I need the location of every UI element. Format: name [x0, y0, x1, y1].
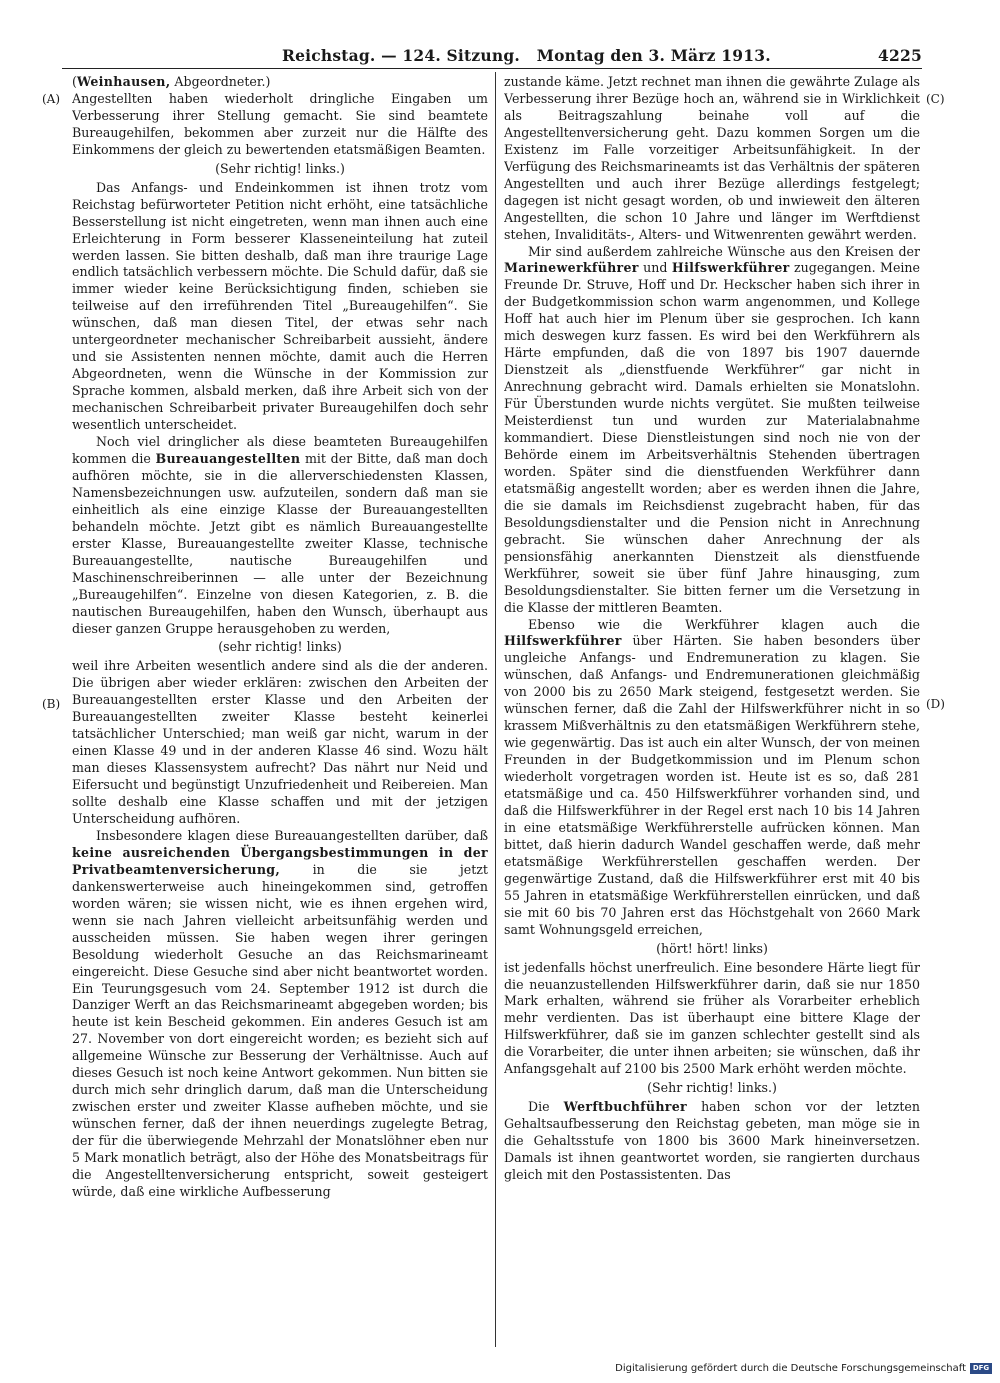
margin-marker-d: (D): [926, 697, 945, 711]
column-divider: [495, 72, 496, 1347]
header-rule: [62, 68, 922, 69]
paragraph: ist jedenfalls höchst unerfreulich. Eine besondere Härte liegt für die neuanzustellenden Hilfswerkführer darin, daß sie nur 1850 Mark erhalten, während sie früher als Vorarbeiter erheblich mehr verdienten. Das ist überhaupt eine bittere Klage der Hilfswerkführer, daß sie im ganzen schlechter gestellt sind als die Vorarbeiter, die unter ihnen arbeiten; sie wünschen, daß ihr Anfangsgehalt auf 2100 bis 2500 Mark erhöht werden möchte.: [504, 959, 920, 1077]
speaker-line: (Weinhausen, Abgeordneter.): [72, 74, 271, 89]
paragraph: Angestellten haben wiederholt dringliche Eingaben um Verbesserung ihrer Stellung gemacht. Sie sind beamtete Bureaugehilfen, bekommen aber zurzeit nur die Hälfte des Einkommens der gleich zu bewertenden etatsmäßigen Beamten.: [72, 90, 488, 157]
paragraph: Das Anfangs- und Endeinkommen ist ihnen trotz vom Reichstag befürworteter Petition nicht erhöht, eine tatsächliche Besserstellung ist nicht eingetreten, wenn man ihnen auch eine Erleichterung in Form besserer Klasseneinteilung hat zuteil werden lassen. Sie bitten deshalb, daß man ihre traurige Lage endlich tatsächlich verbessern möchte. Die Schuld dafür, daß sie immer wieder keine Berücksichtigung finden, schieben sie teilweise auf den irreführenden Titel „Bureaugehilfen“. Sie wünschen, daß man diesen Titel, der etwas sehr nach untergeordneter mechanischer Schreibarbeit aussieht, ändere und sie Assistenten nennen möchte, damit auch die Herren Abgeordneten, wenn die Wünsche in der Kommission zur Sprache kommen, alsbald merken, daß ihre Arbeit sich von der mechanischen Schreibarbeit privater Bureaugehilfen doch sehr wesentlich unterscheidet.: [72, 179, 488, 433]
paragraph: Noch viel dringlicher als diese beamteten Bureaugehilfen kommen die Bureauangestellten mit der Bitte, daß man doch aufhören möchte, sie in die allerverschiedensten Klassen, Namensbezeichnungen usw. aufzuteilen, sondern daß man sie einheitlich als eine einzige Klasse der Bureauangestellten behandeln möchte. Jetzt gibt es nämlich Bureauangestellte erster Klasse, Bureauangestellte zweiter Klasse, technische Bureauangestellte, nautische Bureaugehilfen und Maschinenschreiberinnen — alle unter der Bezeichnung „Bureaugehilfen“. Einzelne von diesen Kategorien, z. B. die nautischen Bureaugehilfen, haben den Wunsch, überhaupt aus dieser ganzen Gruppe herausgehoben zu werden,: [72, 434, 488, 636]
emphasis: Hilfswerkführer: [671, 260, 790, 276]
emphasis: Bureauangestellten: [155, 450, 301, 466]
interjection: (Sehr richtig! links.): [215, 160, 345, 176]
margin-marker-a: (A): [42, 92, 61, 106]
margin-marker-c: (C): [926, 92, 945, 106]
left-column: [72, 74, 488, 1349]
footer-credit: [615, 1363, 992, 1374]
speaker-role: Abgeordneter.): [170, 74, 271, 89]
page-number: 4225: [878, 46, 922, 65]
margin-marker-b: (B): [42, 697, 61, 711]
paragraph: Ebenso wie die Werkführer klagen auch die Hilfswerkführer über Härten. Sie haben besonders über ungleiche Anfangs- und Endremuneration zu klagen. Sie wünschen, daß Anfangs- und Endremunerationen gleichmäßig von 2000 bis zu 2650 Mark steigend, festgesetzt werden. Sie wünschen ferner, daß die Zahl der Hilfswerkführer nicht in so krassem Mißverhältnis zu den etatsmäßigen Werkführern stehe, wie gegenwärtig. Das ist auch ein alter Wunsch, der von meinen Freunden in der Budgetkommission und im Plenum schon wiederholt vorgetragen worden ist. Heute ist es so, daß 281 etatsmäßige und ca. 450 Hilfswerkführer vorhanden sind, und daß die Hilfswerkführer in der Regel erst nach 10 bis 14 Jahren in eine etatsmäßige Werkführerstelle aufrücken können. Man bittet, daß hierin dadurch Wandel geschaffen werde, daß mehr etatsmäßige Werkführerstellen geschaffen werden. Der gegenwärtige Zustand, daß die Hilfswerkführer erst mit 40 bis 55 Jahren in etatsmäßige Werkführerstellen einrücken, und daß sie mit 60 bis 70 Jahren erst das Höchstgehalt von 2660 Mark samt Wohnungsgeld erreichen,: [504, 616, 920, 937]
interjection: (sehr richtig! links): [218, 639, 342, 655]
right-column: [504, 74, 920, 1349]
paragraph: weil ihre Arbeiten wesentlich andere sind als die der anderen. Die übrigen aber wieder erklären: zwischen den Arbeiten der Bureauangestellten erster Klasse und den Arbeiten der Bureauangestellten zweiter Klasse besteht keinerlei tatsächlicher Unterschied; man weiß gar nicht, warum in der einen Klasse 49 und in der anderen Klasse 46 sind. Wozu hält man dieses Klassensystem aufrecht? Das nährt nur Neid und Eifersucht und begünstigt Unzufriedenheit und Reibereien. Man sollte deshalb eine Klasse schaffen und mit der jetzigen Unterscheidung aufhören.: [72, 658, 488, 826]
paragraph: Mir sind außerdem zahlreiche Wünsche aus den Kreisen der Marinewerkführer und Hilfswerkführer zugegangen. Meine Freunde Dr. Struve, Hoff und Dr. Heckscher haben sich ihrer in der Budgetkommission schon warm angenommen, und Kollege Hoff hat auch hier im Plenum über sie gesprochen. Ich kann mich deswegen kurz fassen. Es wird bei den Werkführern als Härte empfunden, daß die von 1897 bis 1907 dauernde Dienstzeit als „dienstfuende Werkführer“ gar nicht in Anrechnung gebracht wird. Damals erhielten sie Monatslohn. Für Überstunden wurde nichts vergütet. Sie mußten teilweise Meisterdienst tun und wurden zur Materialabnahme kommandiert. Diese Dienstleistungen sind noch nie von der Behörde einem im Arbeitsverhältnis Stehenden übertragen worden. Später sind die dienstfuenden Werkführer dann etatsmäßig angestellt worden; aber es werden ihnen die Jahre, die sie damals im Reichsdienst zugebracht haben, für das Besoldungsdienstalter und die Pension nicht in Anrechnung gebracht. Sie wünschen daher Anrechnung der als pensionsfähig anerkannten Dienstzeit als dienstfuende Werkführer, soweit sie über fünf Jahre hinausging, zum Besoldungsdienstalter. Sie bitten ferner um die Versetzung in die Klasse der mittleren Beamten.: [504, 243, 920, 615]
paragraph: Die Werftbuchführer haben schon vor der letzten Gehaltsaufbesserung den Reichstag gebeten, man möge sie in die Gehaltsstufe von 1800 bis 3600 Mark hineinversetzen. Damals ist ihnen geantwortet worden, sie rangierten durchaus gleich mit den Postassistenten. Das: [504, 1099, 920, 1182]
emphasis: Hilfswerkführer: [504, 633, 622, 649]
emphasis: keine ausreichenden Übergangsbestimmungen in der Privatbeamtenversicherung,: [72, 844, 488, 877]
interjection: (Sehr richtig! links.): [647, 1080, 777, 1096]
footer-text: Digitalisierung gefördert durch die Deutsche Forschungsgemeinschaft: [615, 1363, 966, 1374]
speaker-name: Weinhausen,: [76, 74, 171, 89]
interjection: (hört! hört! links): [656, 940, 768, 956]
dfg-logo-icon: DFG: [970, 1363, 992, 1374]
page-header: [62, 46, 922, 68]
emphasis: Marinewerkführer: [504, 260, 639, 276]
running-title: Reichstag. — 124. Sitzung. Montag den 3. März 1913.: [282, 46, 771, 65]
emphasis: Werftbuchführer: [563, 1099, 687, 1115]
paragraph: Insbesondere klagen diese Bureauangestellten darüber, daß keine ausreichenden Übergangsbestimmungen in der Privatbeamtenversicherung, in die sie jetzt dankenswerterweise auch hineingekommen sind, getroffen worden wären; sie wissen nicht, wie es ihnen ergehen wird, wenn sie nach Jahren vielleicht arbeitsunfähig werden und ausscheiden müssen. Sie haben wegen ihrer geringen Besoldung wiederholt Gesuche an das Reichsmarineamt eingereicht. Diese Gesuche sind aber nicht beantwortet worden. Ein Teurungsgesuch vom 24. September 1912 ist durch die Danziger Werft an das Reichsmarineamt abgegeben worden; bis heute ist kein Bescheid gekommen. Ein anderes Gesuch ist am 27. November von dort eingereicht worden; es bezieht sich auf allgemeine Wünsche zur Besserung der Verhältnisse. Auch auf dieses Gesuch ist noch keine Antwort gekommen. Nun bitten sie durch mich sehr dringlich darum, daß man die Unterscheidung zwischen erster und zweiter Klasse aufheben möchte, und sie wünschen ferner, daß der ihnen neuerdings zugelegte Betrag, der für die überwiegende Mehrzahl der Monatslöhner eben nur 5 Mark monatlich beträgt, also der Höhe des Monatsbeitrags für die Angestelltenversicherung entspricht, soweit gesteigert würde, daß eine wirkliche Aufbesserung: [72, 827, 488, 1199]
paragraph: zustande käme. Jetzt rechnet man ihnen die gewährte Zulage als Verbesserung ihrer Bezüge hoch an, während sie in Wirklichkeit als Beitragszahlung beinahe voll auf die Angestelltenversicherung geht. Dazu kommen Sorgen um die Existenz im Falle vorzeitiger Arbeitsunfähigkeit. In der Verfügung des Reichsmarineamts ist das Verhältnis der späteren Angestellten und auch ihrer Bezüge allerdings festgelegt; dagegen ist nicht gesagt worden, ob und inwieweit den älteren Angestellten, die schon 10 Jahre und länger im Werftdienst stehen, Invaliditäts-, Alters- und Witwenrenten gewährt werden.: [504, 74, 920, 242]
